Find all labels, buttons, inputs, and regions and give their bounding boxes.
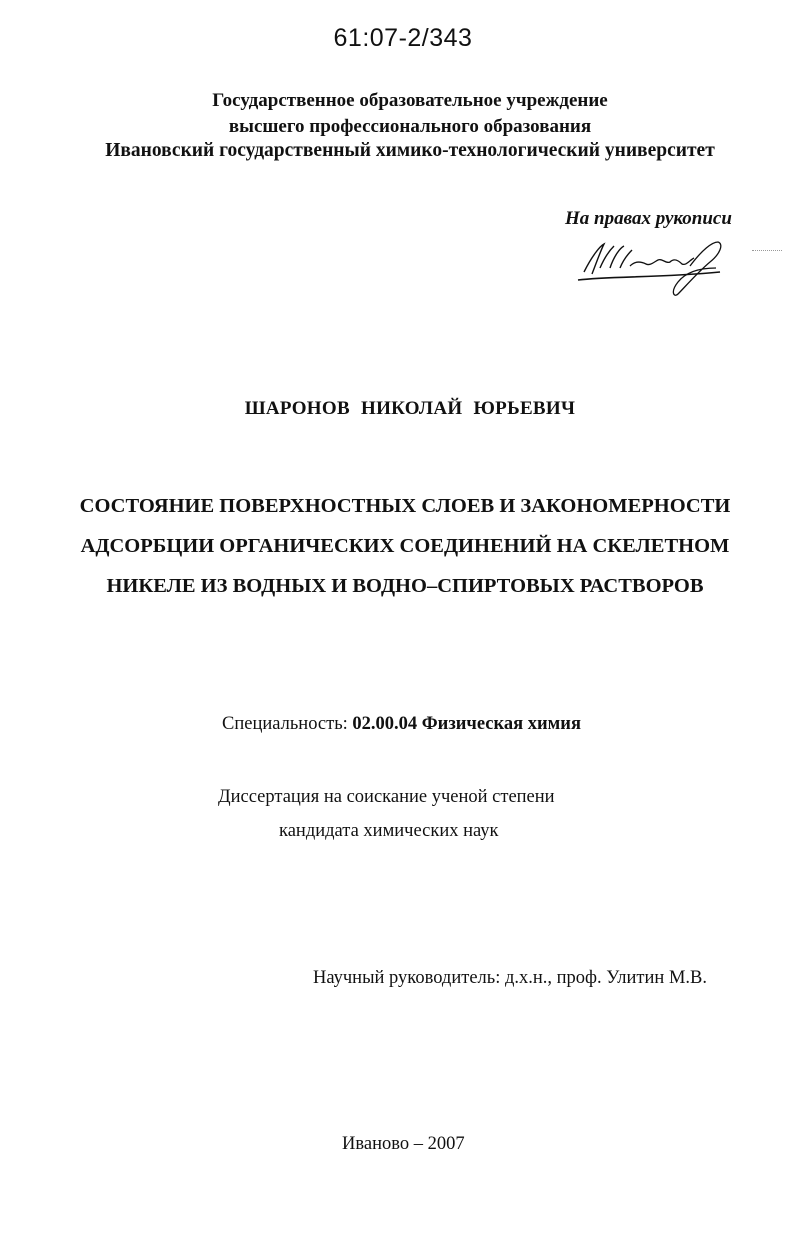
specialty xyxy=(222,714,581,735)
institution-line-3: Ивановский государственный химико-технологический университет xyxy=(105,140,715,161)
title-line-3: НИКЕЛЕ ИЗ ВОДНЫХ И ВОДНО–СПИРТОВЫХ РАСТВОРОВ xyxy=(106,575,704,597)
title-line-2: АДСОРБЦИИ ОРГАНИЧЕСКИХ СОЕДИНЕНИЙ НА СКЕЛЕТНОМ xyxy=(80,535,730,557)
title-line-1: СОСТОЯНИЕ ПОВЕРХНОСТНЫХ СЛОЕВ И ЗАКОНОМЕРНОСТИ xyxy=(79,495,731,517)
degree-line-2: кандидата химических наук xyxy=(279,821,499,841)
dotted-line xyxy=(752,250,782,251)
institution-line-2: высшего профессионального образования xyxy=(228,116,592,137)
catalog-code: 61:07-2/343 xyxy=(333,24,473,52)
degree-line-1: Диссертация на соискание ученой степени xyxy=(218,787,555,807)
city-year: Иваново – 2007 xyxy=(342,1134,465,1154)
specialty-value: 02.00.04 Физическая химия xyxy=(352,714,581,734)
manuscript-rights-label: На правах рукописи xyxy=(565,208,732,229)
author-name: ШАРОНОВ НИКОЛАЙ ЮРЬЕВИЧ xyxy=(244,398,576,419)
institution-line-1: Государственное образовательное учреждение xyxy=(212,90,608,111)
signature-icon xyxy=(570,238,745,298)
specialty-label: Специальность: xyxy=(222,714,353,734)
supervisor: Научный руководитель: д.х.н., проф. Улитин М.В. xyxy=(313,968,707,988)
